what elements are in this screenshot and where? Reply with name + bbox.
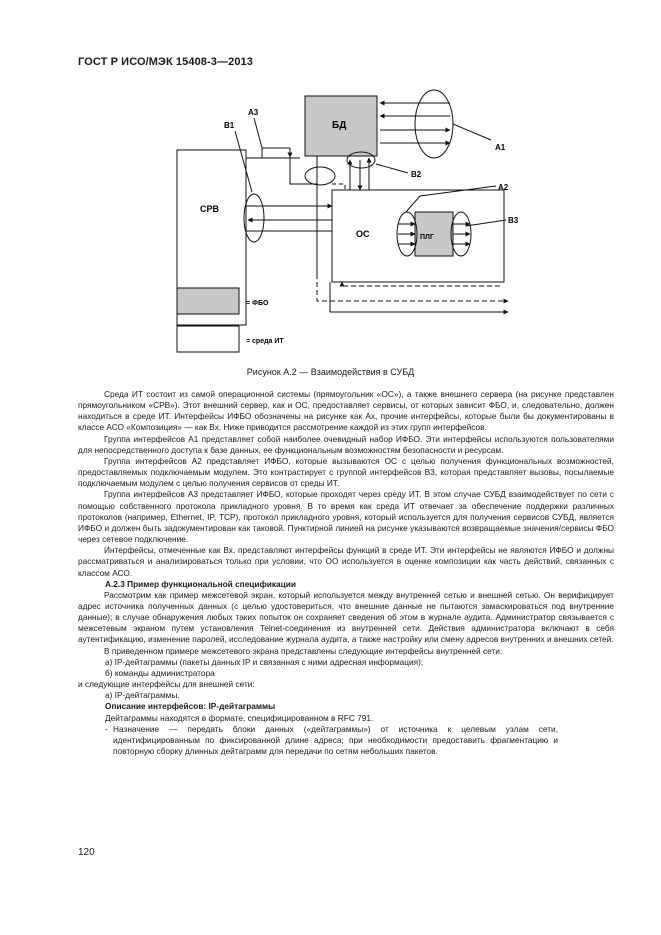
- srv-label: СРВ: [200, 204, 220, 214]
- bd-label: БД: [332, 120, 347, 131]
- bullet-dash: -: [105, 723, 108, 734]
- a2-label: А2: [498, 183, 509, 192]
- paragraph: Группа интерфейсов А3 представляет ИФБО, которые проходят через среду ИТ. В этом случае СУБД взаимодействует по сети с помощью собственного протокола прикладного уровня. В то время как среда ИТ отвечает за обеспечение поддержки различных протоколов (например, Ethernet, IP, TCP), протокол прикладного уровня, который используется для получения сервисов СУБД, является ИФБО и должен быть задокументирован как таковой. Пунктирной линией на рисунке указываются возвращаемые значения/сервисы ФБО через сетевое подключение.: [78, 489, 614, 545]
- paragraph: Группа интерфейсов А1 представляет собой наиболее очевидный набор ИФБО. Эти интерфейсы используются пользователями для непосредственного доступа к базе данных, ее функциональным возможностям безопасности и ресурсам.: [78, 433, 614, 455]
- legend-fbo-label: = ФБО: [246, 300, 269, 307]
- figure-caption: Рисунок А.2 — Взаимодействия в СУБД: [246, 367, 415, 377]
- bullet-item: [78, 724, 614, 757]
- legend-fbo-swatch: [177, 288, 239, 314]
- legend-env-swatch: [177, 326, 239, 352]
- section-heading: А.2.3 Пример функциональной спецификации: [105, 578, 296, 589]
- paragraph: Среда ИТ состоит из самой операционной системы (прямоугольник «ОС»), а также внешнего сервера (на рисунке представлен прямоугольником «СРВ»). Этот внешний сервер, как и ОС, предоставляет сервисы, от которых зависит ФБО, и, следовательно, должен находиться в среде ИТ. Интерфейсы ИФБО обозначены на рисунке как Ах, прочие интерфейсы, которые были бы документированы в классе АСО «Композиция» — как Вх. Ниже приводится рассмотрение каждой из этих групп интерфейсов.: [78, 389, 614, 433]
- paragraph: В приведенном примере межсетевого экрана представлены следующие интерфейсы внутренней сети:: [104, 645, 503, 656]
- paragraph: Дейтаграммы находятся в формате, специфицированном в RFC 791.: [105, 712, 374, 723]
- dbms-interaction-diagram: [170, 86, 530, 354]
- paragraph: Рассмотрим как пример межсетевой экран, который используется между внутренней сетью и внешней сетью. Он верифицирует адрес источника полученных данных (с целью удостовериться, что внешние данные не пытаются замаскироваться под внутренние данные); в случае обнаружения любых таких попыток он сохраняет сведения об этом в журнале аудита. Администратор связывается с межсетевым экраном путем установления Telnet-соединения из внутренней сети. Действия администратора включают в себя аутентификацию, изменение паролей, исследование журнала аудита, а также настройку или смену адресов внутренних и внешних сетей.: [78, 589, 614, 645]
- a1-label: А1: [495, 143, 506, 152]
- a3-label: А3: [248, 108, 259, 117]
- list-item: а) IP-дейтаграммы (пакеты данных IP и связанная с ними адресная информация);: [105, 656, 424, 667]
- section-heading: Описание интерфейсов: IP-дейтаграммы: [105, 701, 276, 712]
- a3-ellipse: [305, 167, 335, 185]
- a1-ellipse: [415, 90, 453, 158]
- paragraph: Группа интерфейсов А2 представляет ИФБО, которые вызываются ОС с целью получения функциональных возможностей, предоставляемых подключаемым модулем. Это контрастирует с группой интерфейсов В3, которая представляет вызовы, посылаемые подключаемым модулем с целью получения сервисов от среды ИТ.: [78, 455, 614, 489]
- b1-label: В1: [224, 121, 235, 130]
- body-text: [78, 389, 614, 757]
- bullet-text: Назначение — передать блоки данных («дейтаграммы») от источника к целевым узлам сети, идентифицированным по фиксированной длине адреса; при необходимости предоставить фрагментацию и повторную сборку длинных дейтаграмм для передачи по сетям небольших пакетов.: [113, 723, 558, 756]
- paragraph: и следующие интерфейсы для внешней сети:: [78, 679, 255, 690]
- list-item: б) команды администратора: [105, 667, 215, 678]
- b3-label: В3: [508, 216, 519, 225]
- page-number: 120: [78, 847, 95, 858]
- os-label: ОС: [356, 229, 370, 239]
- document-header: ГОСТ Р ИСО/МЭК 15408-3—2013: [78, 56, 253, 68]
- b2-label: В2: [411, 170, 422, 179]
- plg-label: ПЛГ: [420, 234, 434, 241]
- list-item: а) IP-дейтаграммы.: [105, 690, 180, 701]
- legend-env-label: = среда ИТ: [246, 338, 284, 345]
- b1-ellipse: [244, 194, 264, 242]
- paragraph: Интерфейсы, отмеченные как Вх, представляют интерфейсы функций в среде ИТ. Эти интерфейсы не являются ИФБО и должны рассматриваться и анализироваться только при условии, что ОО используется в оценке композиции как часть действий, связанных с классом АСО.: [78, 545, 614, 578]
